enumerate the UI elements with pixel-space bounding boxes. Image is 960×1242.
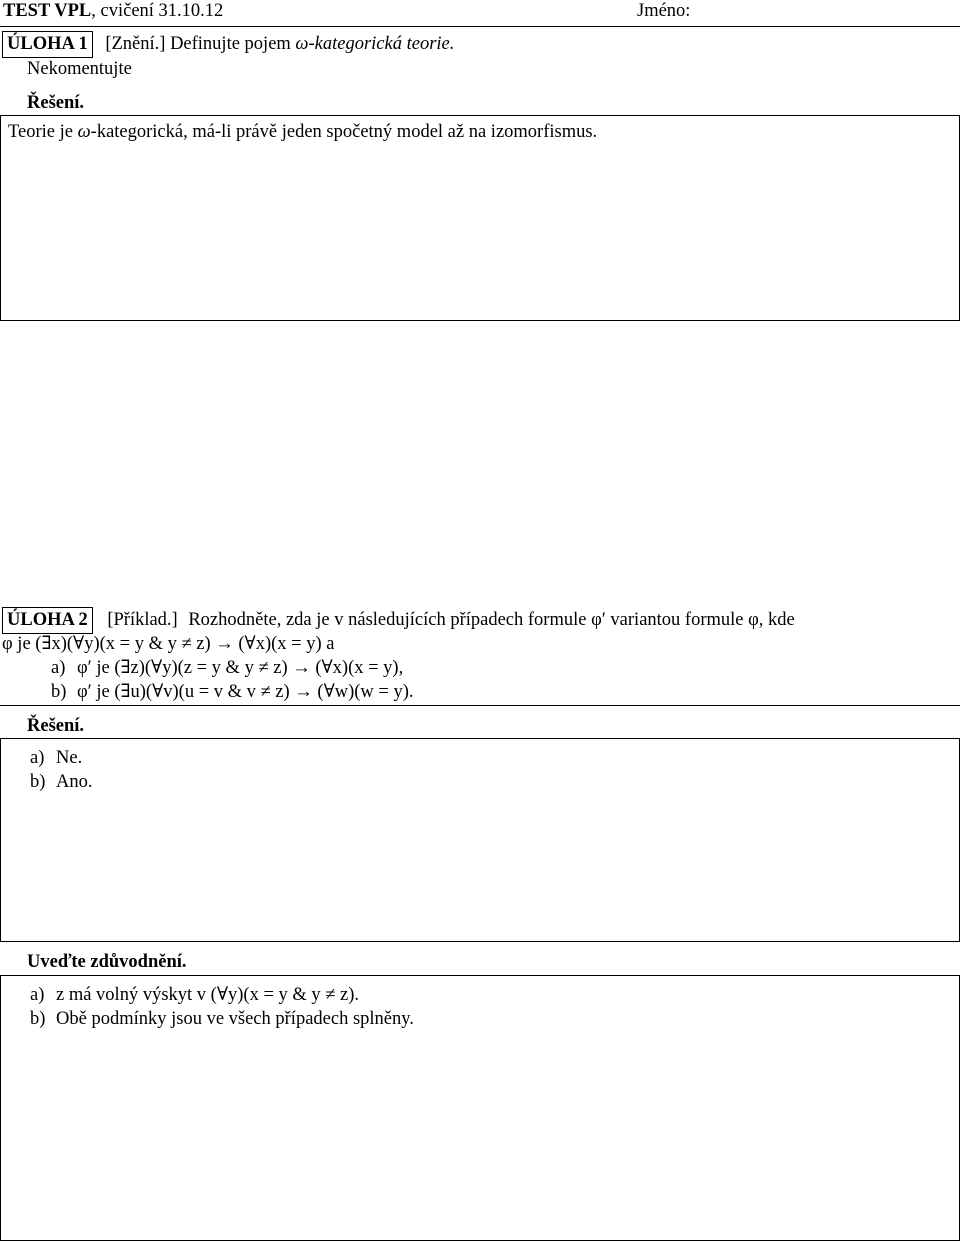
option-a-text: φ′ je (∃z)(∀y)(z = y & y ≠ z) → (∀x)(x = y),	[77, 658, 404, 678]
test-header	[3, 2, 223, 21]
task1-term: -kategorická teorie.	[308, 34, 455, 54]
test-subtitle: , cvičení 31.10.12	[91, 1, 224, 21]
task1-note: Nekomentujte	[27, 59, 132, 79]
option-b-text: φ′ je (∃u)(∀v)(u = v & v ≠ z) → (∀w)(w = y).	[77, 682, 414, 702]
answer-b-text: Ano.	[56, 772, 93, 792]
task1-omega: ω	[295, 34, 309, 54]
task1-solution-heading: Řešení.	[27, 93, 85, 113]
task1-solution-text	[8, 123, 597, 142]
answer-b-label: b)	[30, 772, 46, 792]
justification-a-label: a)	[30, 985, 45, 1005]
answer-a	[30, 749, 82, 768]
task1-solution-post: -kategorická, má-li právě jeden spočetný model až na izomorfismus.	[90, 122, 598, 142]
task1-solution-pre: Teorie je	[8, 122, 78, 142]
test-title: TEST VPL	[3, 1, 92, 21]
task1-solution-omega: ω	[77, 122, 91, 142]
task2-type: [Příklad.]	[107, 610, 178, 630]
justification-a	[30, 986, 359, 1005]
justification-a-text: z má volný výskyt v (∀y)(x = y & y ≠ z).	[56, 985, 360, 1005]
justification-box	[0, 975, 960, 1241]
task2-solution-heading: Řešení.	[27, 716, 85, 736]
justification-b-label: b)	[30, 1009, 46, 1029]
answer-a-label: a)	[30, 748, 45, 768]
justification-b	[30, 1010, 414, 1029]
task2-option-a	[51, 659, 403, 678]
name-label: Jméno:	[637, 1, 691, 21]
justification-heading: Uveďte zdůvodnění.	[27, 952, 187, 972]
option-a-label: a)	[51, 658, 66, 678]
answer-a-text: Ne.	[56, 748, 83, 768]
task1-solution-box	[0, 115, 960, 321]
task2-label: ÚLOHA 2	[2, 607, 93, 634]
task1-type: [Znění.]	[105, 34, 166, 54]
task1-label: ÚLOHA 1	[2, 31, 93, 58]
task1-prompt-pre: Definujte pojem	[170, 34, 296, 54]
task1-prompt	[2, 35, 454, 54]
task2-prompt-line1	[2, 611, 795, 630]
option-b-label: b)	[51, 682, 67, 702]
task2-solution-box	[0, 738, 960, 942]
justification-b-text: Obě podmínky jsou ve všech případech splněny.	[56, 1009, 414, 1029]
task2-rule	[0, 705, 960, 706]
header-rule	[0, 26, 960, 27]
answer-b	[30, 773, 93, 792]
task2-option-b	[51, 683, 414, 702]
task2-prompt-line2: φ je (∃x)(∀y)(x = y & y ≠ z) → (∀x)(x = y) a	[2, 634, 335, 654]
task2-prompt-text1: Rozhodněte, zda je v následujících případech formule φ′ variantou formule φ, kde	[188, 610, 795, 630]
